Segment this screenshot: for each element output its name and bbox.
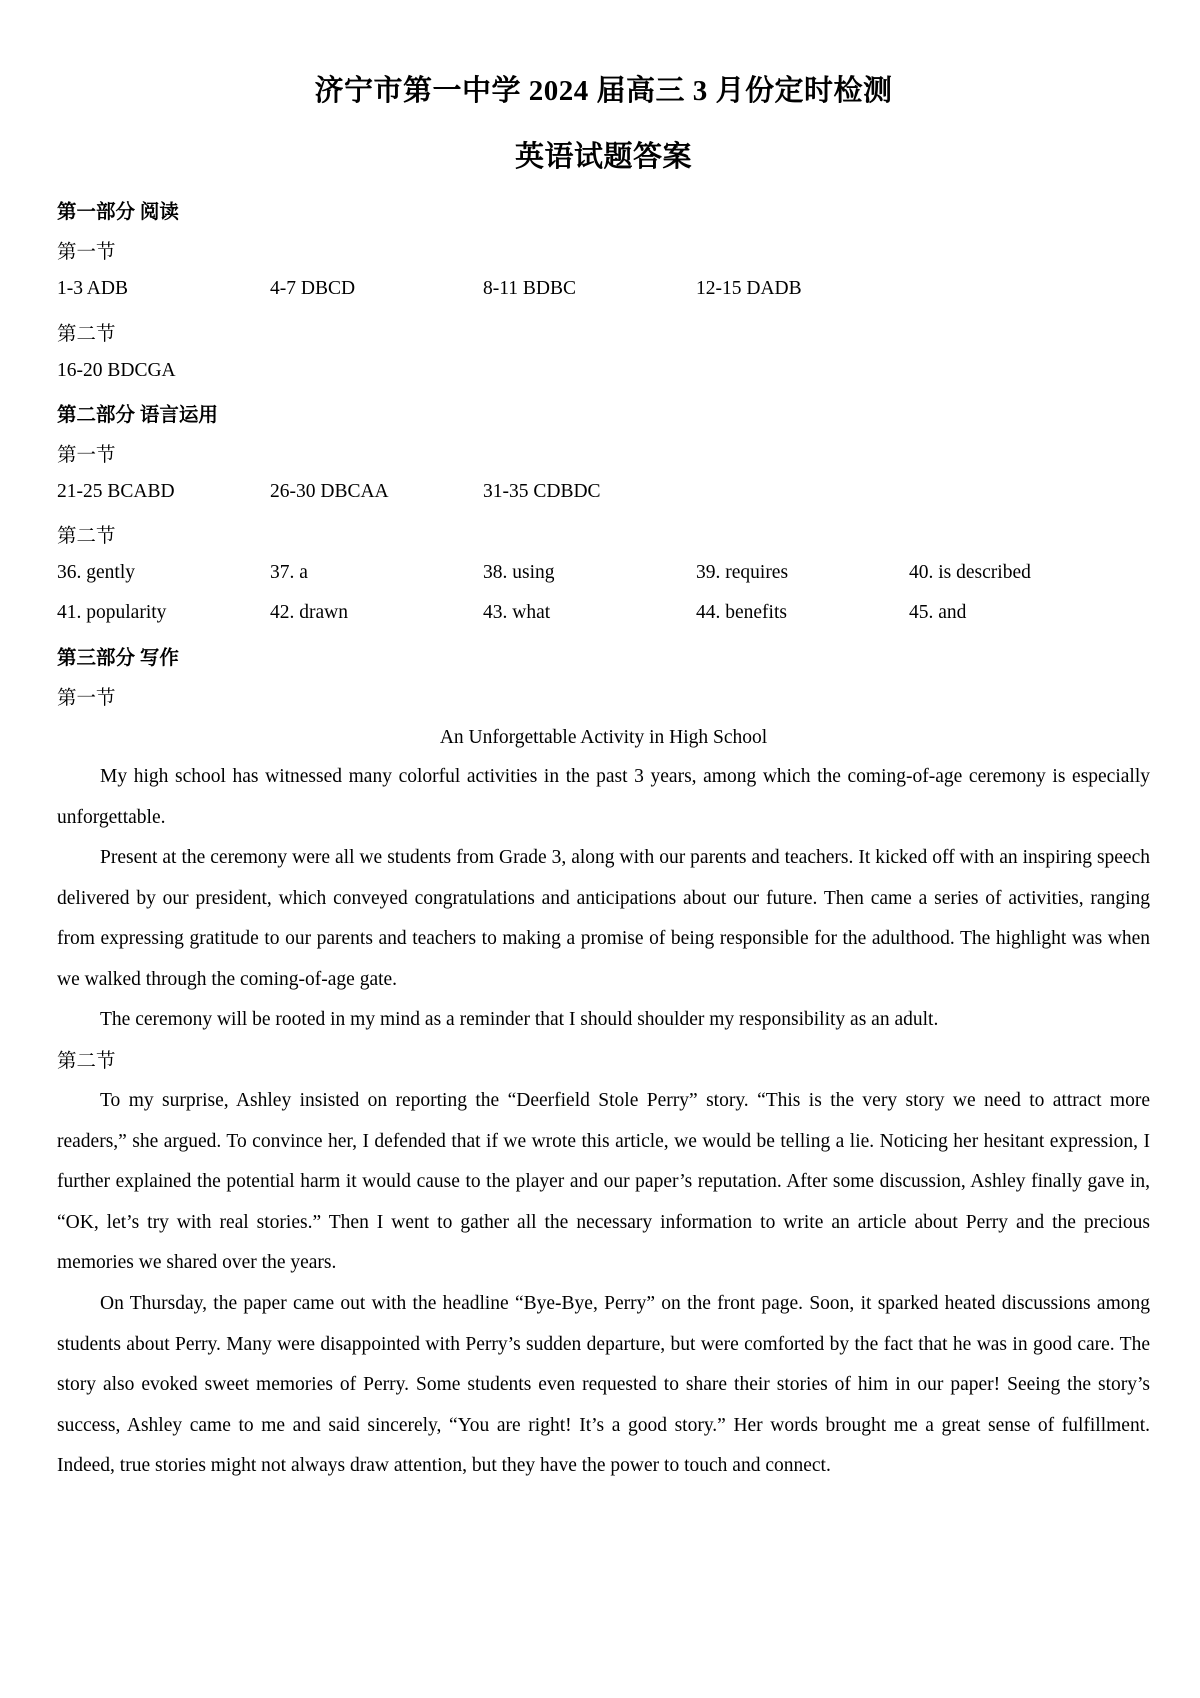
page-subtitle: 英语试题答案: [514, 141, 692, 173]
fill-answer: 45. and: [909, 602, 967, 623]
answer-group: 12-15 DADB: [696, 278, 802, 299]
fill-answer: 42. drawn: [270, 602, 348, 623]
part3-heading: 第三部分 写作: [57, 648, 179, 669]
part1-heading: 第一部分 阅读: [57, 202, 179, 223]
answer-group: 16-20 BDCGA: [57, 360, 176, 381]
page-title: 济宁市第一中学 2024 届高三 3 月份定时检测: [314, 75, 893, 107]
answer-group: 31-35 CDBDC: [483, 481, 601, 502]
essay-title: An Unforgettable Activity in High School: [439, 727, 768, 748]
essay-paragraph: Present at the ceremony were all we students from Grade 3, along with our parents and teachers. It kicked off with an inspiring speech delivered by our president, which conveyed congratulations and anticipations about our future. Then came a series of activities, ranging from expressing gratitude to our parents and teachers to making a promise of being responsible for the adulthood. The highlight was when we walked through the coming-of-age gate.: [57, 847, 1150, 990]
fill-answer: 43. what: [483, 602, 551, 623]
essay-paragraph: The ceremony will be rooted in my mind as a reminder that I should shoulder my responsibility as an adult.: [100, 1009, 939, 1030]
fill-answer: 41. popularity: [57, 602, 167, 623]
continuation-paragraph: On Thursday, the paper came out with the headline “Bye-Bye, Perry” on the front page. Soon, it sparked heated discussions among students about Perry. Many were disappointed with Perry’s sudden departure, but were comforted by the fact that he was in good care. The story also evoked sweet memories of Perry. Some students even requested to share their stories of him in our paper! Seeing the story’s success, Ashley came to me and said sincerely, “You are right! It’s a good story.” Her words brought me a great sense of fulfillment. Indeed, true stories might not always draw attention, but they have the power to touch and connect.: [57, 1293, 1150, 1476]
part1-sec2-label: 第二节: [57, 324, 116, 345]
answer-group: 8-11 BDBC: [483, 278, 576, 299]
fill-answer: 39. requires: [696, 562, 789, 583]
essay-paragraph: My high school has witnessed many colorful activities in the past 3 years, among which the coming-of-age ceremony is especially unforgettable.: [57, 766, 1150, 828]
part3-sec1-label: 第一节: [57, 688, 116, 709]
answer-group: 26-30 DBCAA: [270, 481, 389, 502]
part2-sec2-label: 第二节: [57, 526, 116, 547]
part1-sec1-label: 第一节: [57, 242, 116, 263]
part2-heading: 第二部分 语言运用: [57, 405, 218, 426]
fill-answer: 40. is described: [909, 562, 1031, 583]
fill-answer: 37. a: [270, 562, 308, 583]
fill-answer: 38. using: [483, 562, 555, 583]
part2-sec1-label: 第一节: [57, 445, 116, 466]
fill-answer: 36. gently: [57, 562, 135, 583]
continuation-paragraph: To my surprise, Ashley insisted on reporting the “Deerfield Stole Perry” story. “This is the very story we need to attract more readers,” she argued. To convince her, I defended that if we wrote this article, we would be telling a lie. Noticing her hesitant expression, I further explained the potential harm it would cause to the player and our paper’s reputation. After some discussion, Ashley finally gave in, “OK, let’s try with real stories.” Then I went to gather all the necessary information to write an article about Perry and the precious memories we shared over the years.: [57, 1090, 1150, 1273]
fill-answer: 44. benefits: [696, 602, 787, 623]
answer-group: 21-25 BCABD: [57, 481, 175, 502]
answer-group: 1-3 ADB: [57, 278, 128, 299]
part3-sec2-label: 第二节: [57, 1051, 116, 1072]
answer-group: 4-7 DBCD: [270, 278, 356, 299]
